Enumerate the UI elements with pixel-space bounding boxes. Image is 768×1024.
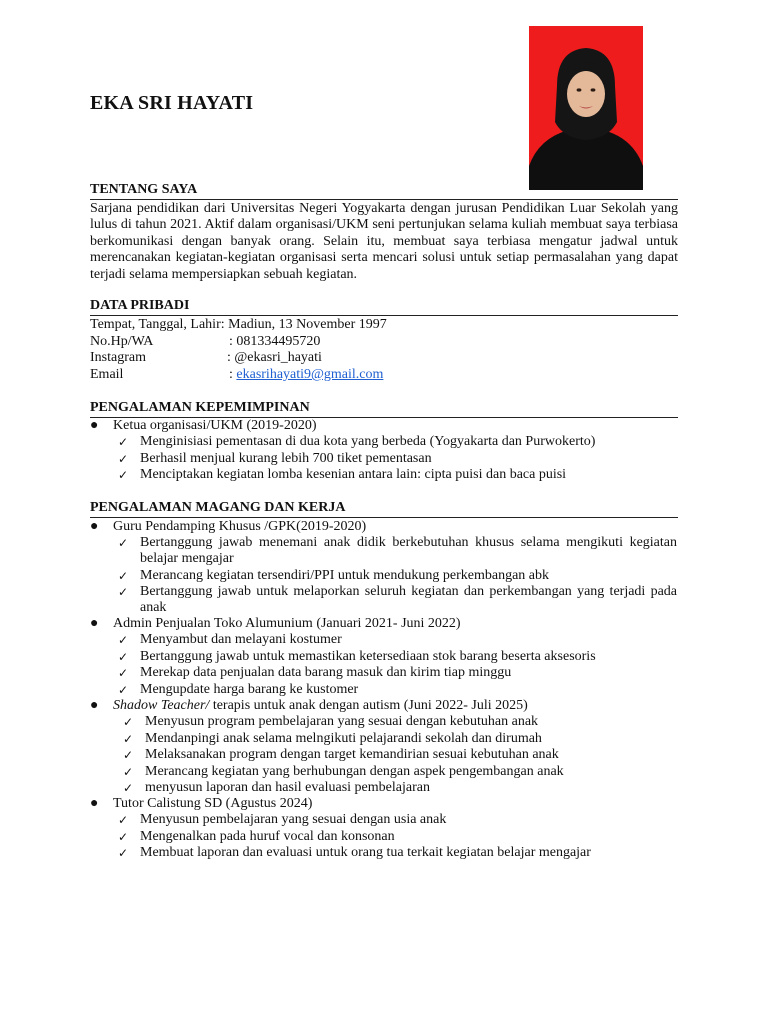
check-item-text: Mendanpingi anak selama melngikuti pelajarandi sekolah dan dirumah	[145, 731, 542, 746]
instagram-value: : @ekasri_hayati	[227, 350, 322, 365]
check-item-text: Merancang kegiatan tersendiri/PPI untuk mendukung perkembangan abk	[140, 568, 549, 583]
check-item-text: menyusun laporan dan hasil evaluasi pembelajaran	[145, 780, 430, 795]
about-line: merencanakan kegiatan-kegiatan organisasi serta mencari solusi untuk setiap permasalahan yang dapat	[90, 250, 678, 266]
list-item-text: Guru Pendamping Khusus /GPK(2019-2020)	[113, 519, 367, 534]
job-title-rest: terapis untuk anak dengan autism (Juni 2022- Juli 2025)	[209, 698, 528, 713]
email-colon: :	[229, 367, 237, 382]
about-line: terjadi selama mempersiapkan sebuah kegiatan.	[90, 266, 358, 282]
check-item-text: Merancang kegiatan yang berhubungan dengan aspek pengembangan anak	[145, 764, 564, 779]
bullet-icon: ●	[90, 616, 99, 631]
check-item-text: belajar mengajar	[140, 551, 234, 566]
checkmark-icon: ✓	[118, 830, 129, 844]
checkmark-icon: ✓	[118, 468, 129, 482]
check-item-text: Berhasil menjual kurang lebih 700 tiket pementasan	[140, 451, 432, 466]
job-title-italic: Shadow Teacher/	[113, 698, 210, 713]
check-item-text: Menginisiasi pementasan di dua kota yang berbeda (Yogyakarta dan Purwokerto)	[140, 434, 596, 449]
email-link[interactable]: ekasrihayati9@gmail.com	[236, 367, 384, 382]
checkmark-icon: ✓	[123, 748, 134, 762]
check-item-text: Menciptakan kegiatan lomba kesenian antara lain: cipta puisi dan baca puisi	[140, 467, 567, 482]
bullet-icon: ●	[90, 796, 99, 811]
checkmark-icon: ✓	[123, 781, 134, 795]
checkmark-icon: ✓	[118, 435, 129, 449]
profile-photo	[529, 26, 643, 190]
bullet-icon: ●	[90, 519, 99, 534]
check-item-text: Bertanggung jawab untuk melaporkan seluruh kegiatan dan perkembangan yang terjadi pada	[140, 584, 677, 599]
list-item-text	[113, 698, 528, 714]
checkmark-icon: ✓	[118, 585, 129, 599]
section-title-data-pribadi: DATA PRIBADI	[90, 298, 678, 316]
checkmark-icon: ✓	[118, 813, 129, 827]
about-line: Sarjana pendidikan dari Universitas Negeri Yogyakarta dengan jurusan Pendidikan Luar Sekolah yang	[90, 201, 678, 216]
about-line: lulus di tahun 2021. Aktif dalam organisasi/UKM seni pertunjukan selama kuliah membuat saya terbiasa	[90, 217, 678, 233]
check-item-text: Bertanggung jawab menemani anak didik berkebutuhan khusus selama mengikuti kegiatan	[140, 535, 677, 550]
about-line: berkomunikasi dengan banyak orang. Selain itu, membuat saya terbiasa mengatur jadwal untuk	[90, 233, 678, 249]
checkmark-icon: ✓	[118, 666, 129, 680]
birth-info: Tempat, Tanggal, Lahir: Madiun, 13 November 1997	[90, 317, 387, 332]
list-item-text: Ketua organisasi/UKM (2019-2020)	[113, 418, 317, 433]
list-item-text: Tutor Calistung SD (Agustus 2024)	[113, 796, 313, 811]
section-title-magang-kerja: PENGALAMAN MAGANG DAN KERJA	[90, 500, 678, 518]
check-item-text: Menyusun program pembelajaran yang sesuai dengan kebutuhan anak	[145, 714, 539, 729]
instagram-label: Instagram	[90, 350, 146, 365]
about-paragraph	[90, 201, 678, 283]
check-item-text: Mengupdate harga barang ke kustomer	[140, 682, 359, 697]
checkmark-icon: ✓	[118, 536, 129, 550]
check-item-text: Membuat laporan dan evaluasi untuk orang tua terkait kegiatan belajar mengajar	[140, 845, 591, 860]
section-title-kepemimpinan: PENGALAMAN KEPEMIMPINAN	[90, 400, 678, 418]
checkmark-icon: ✓	[123, 732, 134, 746]
email-label: Email	[90, 367, 124, 382]
check-item-text: Menyambut dan melayani kostumer	[140, 632, 342, 647]
checkmark-icon: ✓	[118, 452, 129, 466]
checkmark-icon: ✓	[123, 715, 134, 729]
check-item-text: anak	[140, 600, 167, 615]
checkmark-icon: ✓	[118, 633, 129, 647]
cv-name: EKA SRI HAYATI	[90, 92, 254, 114]
section-title-tentang-saya: TENTANG SAYA	[90, 182, 678, 200]
bullet-icon: ●	[90, 698, 99, 713]
check-item-text: Mengenalkan pada huruf vocal dan konsonan	[140, 829, 395, 844]
check-item-text: Merekap data penjualan data barang masuk dan kirim tiap minggu	[140, 665, 512, 680]
check-item-text: Menyusun pembelajaran yang sesuai dengan usia anak	[140, 812, 447, 827]
email-row	[229, 367, 383, 383]
checkmark-icon: ✓	[118, 650, 129, 664]
phone-value: : 081334495720	[229, 334, 321, 349]
person-portrait-image	[529, 26, 643, 190]
checkmark-icon: ✓	[123, 765, 134, 779]
checkmark-icon: ✓	[118, 569, 129, 583]
checkmark-icon: ✓	[118, 846, 129, 860]
check-item-text: Melaksanakan program dengan target kemandirian sesuai kebutuhan anak	[145, 747, 559, 762]
phone-label: No.Hp/WA	[90, 334, 154, 349]
bullet-icon: ●	[90, 418, 99, 433]
checkmark-icon: ✓	[118, 683, 129, 697]
check-item-text: Bertanggung jawab untuk memastikan ketersediaan stok barang beserta aksesoris	[140, 649, 596, 664]
list-item-text: Admin Penjualan Toko Alumunium (Januari 2021- Juni 2022)	[113, 616, 461, 631]
